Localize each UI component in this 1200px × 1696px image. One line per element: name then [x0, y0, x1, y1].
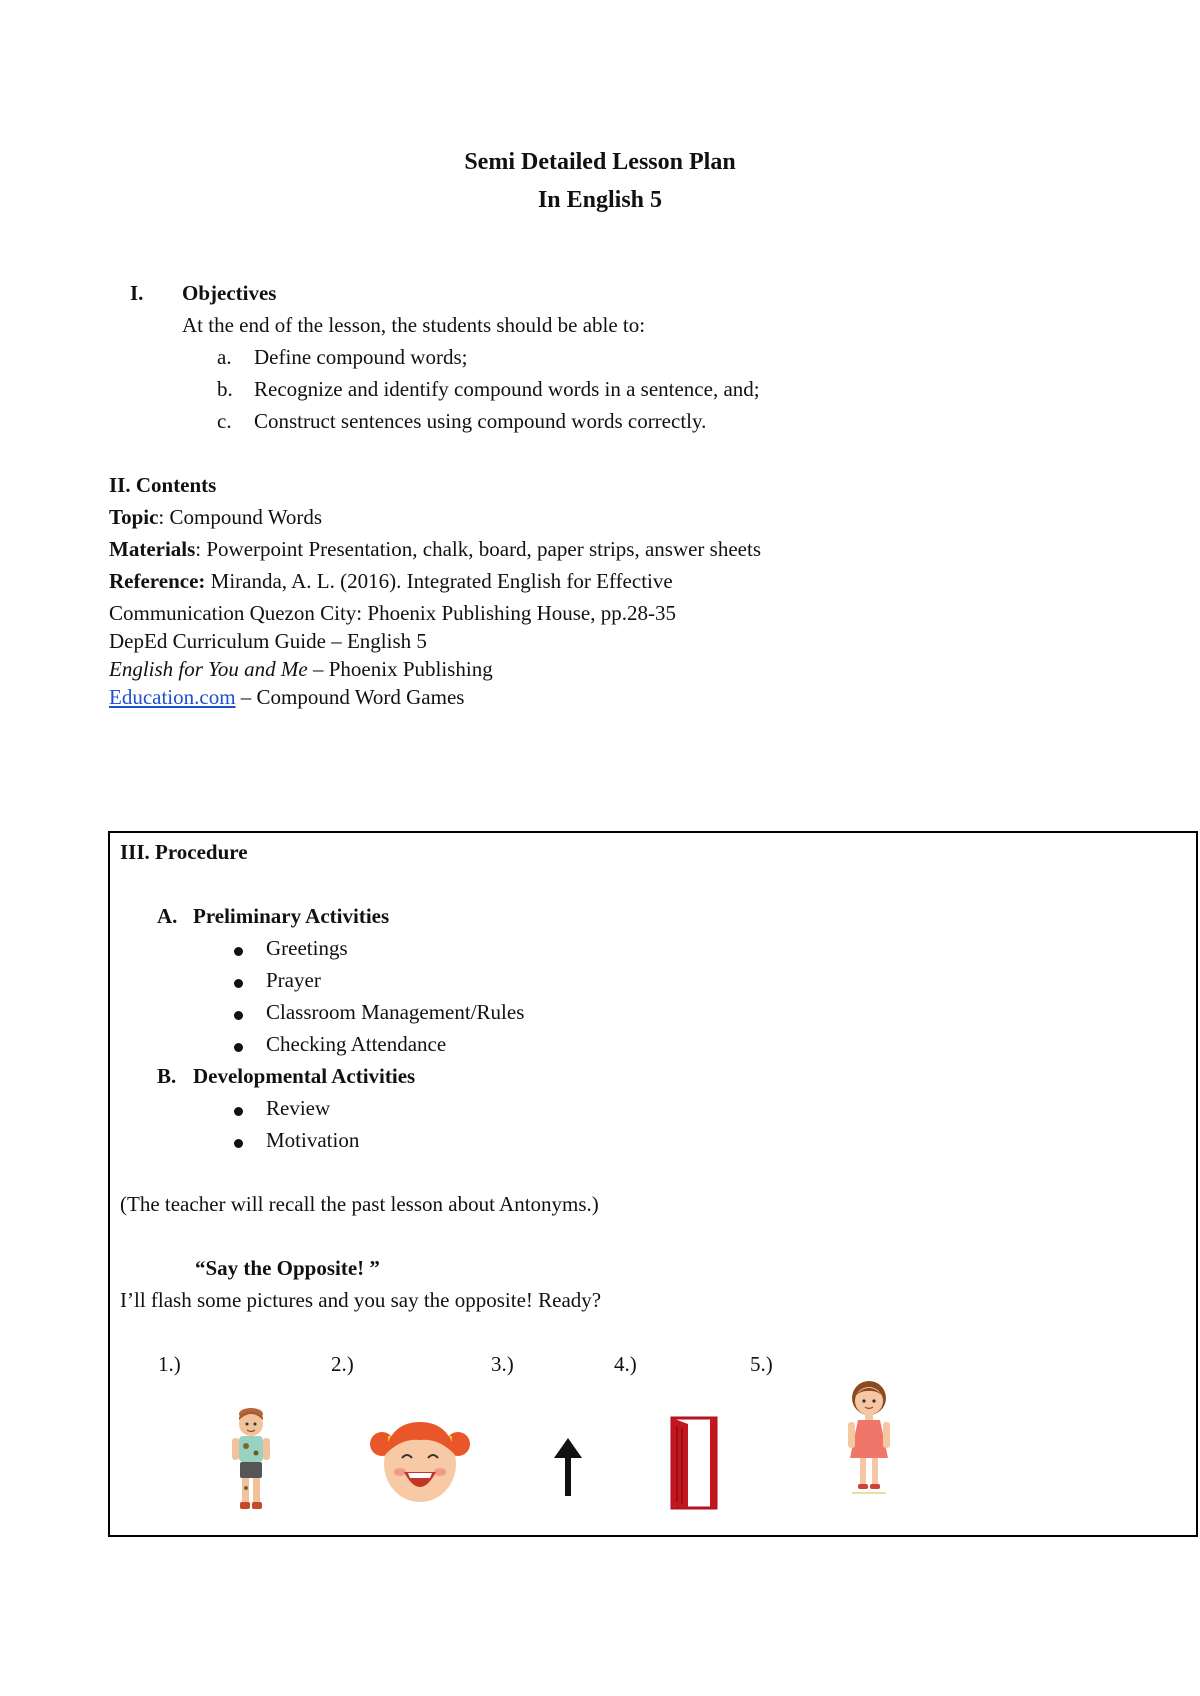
- reference-text: Miranda, A. L. (2016). Integrated English for Effective: [205, 569, 673, 593]
- picture-label: 1.): [158, 1352, 181, 1376]
- bullet-icon: [234, 1011, 243, 1020]
- laughing-girl-picture: [370, 1412, 470, 1510]
- objective-item: Construct sentences using compound words correctly.: [254, 409, 707, 433]
- page-subtitle: In English 5: [537, 187, 663, 213]
- reference-website: [109, 685, 464, 710]
- picture-label: 5.): [750, 1352, 773, 1376]
- preliminary-item: Classroom Management/Rules: [266, 1000, 525, 1024]
- reference-curriculum-guide: DepEd Curriculum Guide – English 5: [109, 629, 427, 653]
- objective-item: Recognize and identify compound words in a sentence, and;: [254, 377, 760, 401]
- standing-girl-picture: [840, 1374, 898, 1496]
- picture-label: 3.): [491, 1352, 514, 1376]
- preliminary-item: Prayer: [266, 968, 321, 992]
- materials-line: [109, 537, 761, 562]
- bullet-icon: [234, 1043, 243, 1052]
- game-instruction: I’ll flash some pictures and you say the opposite! Ready?: [120, 1288, 602, 1312]
- picture-label: 2.): [331, 1352, 354, 1376]
- textbook-publisher: – Phoenix Publishing: [307, 657, 493, 681]
- bullet-icon: [234, 979, 243, 988]
- textbook-title: English for You and Me: [109, 657, 308, 681]
- objective-item: Define compound words;: [254, 345, 468, 369]
- preliminary-item: Checking Attendance: [266, 1032, 447, 1056]
- objectives-numeral: I.: [130, 281, 144, 305]
- bullet-icon: [234, 1139, 243, 1148]
- objective-marker: c.: [217, 409, 232, 433]
- page-title: Semi Detailed Lesson Plan: [464, 149, 736, 175]
- developmental-title: Developmental Activities: [193, 1064, 416, 1088]
- education-com-link[interactable]: Education.com: [109, 685, 236, 709]
- picture-label: 4.): [614, 1352, 637, 1376]
- preliminary-title: Preliminary Activities: [193, 904, 390, 928]
- topic-line: [109, 505, 322, 530]
- reference-label: Reference:: [109, 569, 206, 593]
- teacher-note: (The teacher will recall the past lesson about Antonyms.): [120, 1192, 599, 1216]
- developmental-item: Motivation: [266, 1128, 360, 1152]
- reference-textbook: [109, 657, 493, 682]
- procedure-heading: III. Procedure: [120, 840, 248, 864]
- objective-marker: b.: [217, 377, 233, 401]
- objectives-heading: Objectives: [182, 281, 277, 305]
- objectives-intro: At the end of the lesson, the students should be able to:: [182, 313, 646, 337]
- contents-heading: II. Contents: [109, 473, 217, 497]
- reference-line: [109, 569, 673, 594]
- materials-label: Materials: [109, 537, 196, 561]
- topic-label: Topic: [109, 505, 159, 529]
- website-description: – Compound Word Games: [235, 685, 465, 709]
- developmental-marker: B.: [157, 1064, 177, 1088]
- up-arrow-picture: [552, 1438, 584, 1496]
- preliminary-item: Greetings: [266, 936, 348, 960]
- materials-value: : Powerpoint Presentation, chalk, board, paper strips, answer sheets: [195, 537, 761, 561]
- preliminary-marker: A.: [157, 904, 178, 928]
- reference-continuation: Communication Quezon City: Phoenix Publishing House, pp.28-35: [109, 601, 676, 625]
- open-door-picture: [670, 1416, 720, 1510]
- bullet-icon: [234, 1107, 243, 1116]
- objective-marker: a.: [217, 345, 232, 369]
- dirty-boy-picture: [226, 1408, 276, 1510]
- game-title: “Say the Opposite! ”: [195, 1256, 380, 1280]
- bullet-icon: [234, 947, 243, 956]
- developmental-item: Review: [266, 1096, 331, 1120]
- topic-value: : Compound Words: [158, 505, 323, 529]
